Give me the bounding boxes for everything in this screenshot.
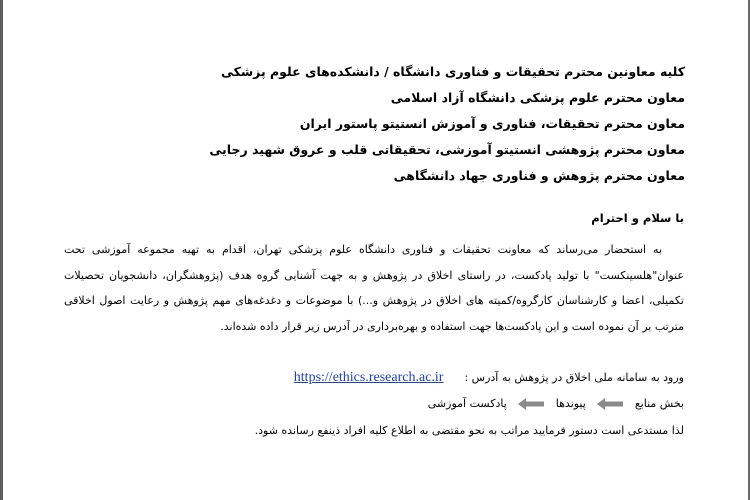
body-paragraph: به استحضار می‌رساند که معاونت تحقیقات و فناوری دانشگاه علوم پزشکی تهران، اقدام به تهیه مجموعه آموزشی تحت عنوان"هلسینکست" با تولید پادکست، در راستای اخلاق در پژوهش و به جهت آشنایی گروه هدف (پژوهشگران، دانشجویان تحصیلات تکمیلی، اعضا و کارشناسان کارگروه/کمیته های اخلاق در پژوهش و...) با موضوعات و دغدغه‌های مهم پژوهش و رعایت اصول اخلاقی مترتب بر آن نموده است و این پادکست‌ها جهت استفاده و بهره‌برداری در آدرس زیر قرار داده شده‌اند. <box>64 243 684 333</box>
left-arrow-icon <box>518 398 544 410</box>
closing-line: لذا مستدعی است دستور فرمایید مراتب به نحو مقتضی به اطلاع کلیه افراد ذینفع رسانده شود. <box>254 424 684 437</box>
recipient-line-5: معاون محترم پژوهش و فناوری جهاد دانشگاهی <box>393 168 685 183</box>
recipient-line-4: معاون محترم پژوهشی انستیتو آموزشی، تحقیقاتی قلب و عروق شهید رجایی <box>209 142 685 157</box>
recipient-line-2: معاون محترم علوم پزشکی دانشگاه آزاد اسلامی <box>390 90 685 105</box>
salutation: با سلام و احترام <box>591 211 684 225</box>
access-line <box>294 370 684 386</box>
recipient-line-1: کلیه معاونین محترم تحقیقات و فناوری دانشگاه / دانشکده‌های علوم پزشکی <box>220 64 685 79</box>
nav-step-links: پیوندها <box>555 397 586 410</box>
navigation-path <box>428 397 684 410</box>
nav-step-resources: بخش منابع <box>634 397 684 410</box>
access-text: ورود به سامانه ملی اخلاق در پژوهش به آدرس : <box>464 371 684 384</box>
left-arrow-icon <box>597 398 623 410</box>
nav-step-podcast: پادکست آموزشی <box>427 397 507 410</box>
ethics-portal-link[interactable]: https://ethics.research.ac.ir <box>293 370 444 385</box>
recipient-line-3: معاون محترم تحقیقات، فناوری و آموزش انستیتو پاستور ایران <box>299 116 685 131</box>
